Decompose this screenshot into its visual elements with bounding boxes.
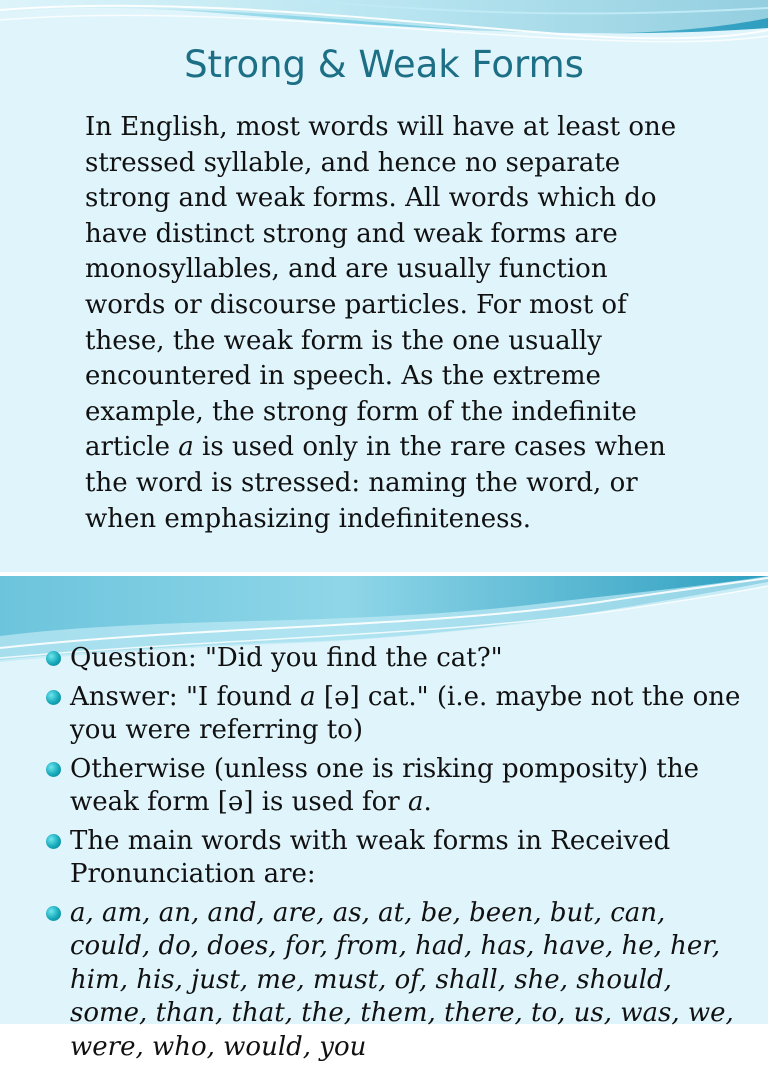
bullet-icon bbox=[46, 906, 61, 921]
list-item bbox=[46, 753, 746, 820]
bullet-icon bbox=[46, 834, 61, 849]
body-paragraph bbox=[85, 110, 685, 537]
italic-article: a bbox=[300, 681, 316, 712]
list-item bbox=[46, 825, 746, 892]
bullet-text: The main words with weak forms in Received Pronunciation are: bbox=[70, 825, 671, 889]
bullet-icon bbox=[46, 690, 61, 705]
italic-article: a bbox=[178, 432, 194, 463]
paragraph-part: is used only in the rare cases when the word is stressed: naming the word, or when emphasizing indefiniteness. bbox=[85, 432, 666, 534]
bullet-text: [ə] cat." (i.e. maybe not the one you were referring to) bbox=[70, 681, 741, 745]
bullet-text: Answer: "I found bbox=[70, 681, 301, 712]
slide-2 bbox=[0, 576, 768, 1062]
list-item bbox=[46, 642, 746, 676]
paragraph-part: In English, most words will have at least one stressed syllable, and hence no separate strong and weak forms. All words which do have distinct strong and weak forms are monosyllables, and are usually function words or discourse particles. For most of these, the weak form is the one usually encountered in speech. As the extreme example, the strong form of the indefinite article bbox=[85, 112, 677, 463]
bullet-icon bbox=[46, 651, 61, 666]
weak-forms-word-list: a, am, an, and, are, as, at, be, been, but, can, could, do, does, for, from, had, has, have, he, her, him, his, just, me, must, of, shall, she, should, some, than, that, the, them, there, to, us, was, we, were, who, would, you bbox=[70, 897, 734, 1062]
bullet-text: . bbox=[423, 787, 432, 817]
bullet-text: Otherwise (unless one is risking pomposity) the weak form [ə] is used for bbox=[70, 753, 699, 817]
bullet-list bbox=[46, 642, 746, 1069]
italic-article: a bbox=[408, 787, 424, 817]
slide-title: Strong & Weak Forms bbox=[184, 43, 584, 86]
list-item bbox=[46, 681, 746, 748]
bullet-text: Question: "Did you find the cat?" bbox=[70, 643, 503, 673]
list-item bbox=[46, 897, 746, 1065]
bullet-icon bbox=[46, 762, 61, 777]
